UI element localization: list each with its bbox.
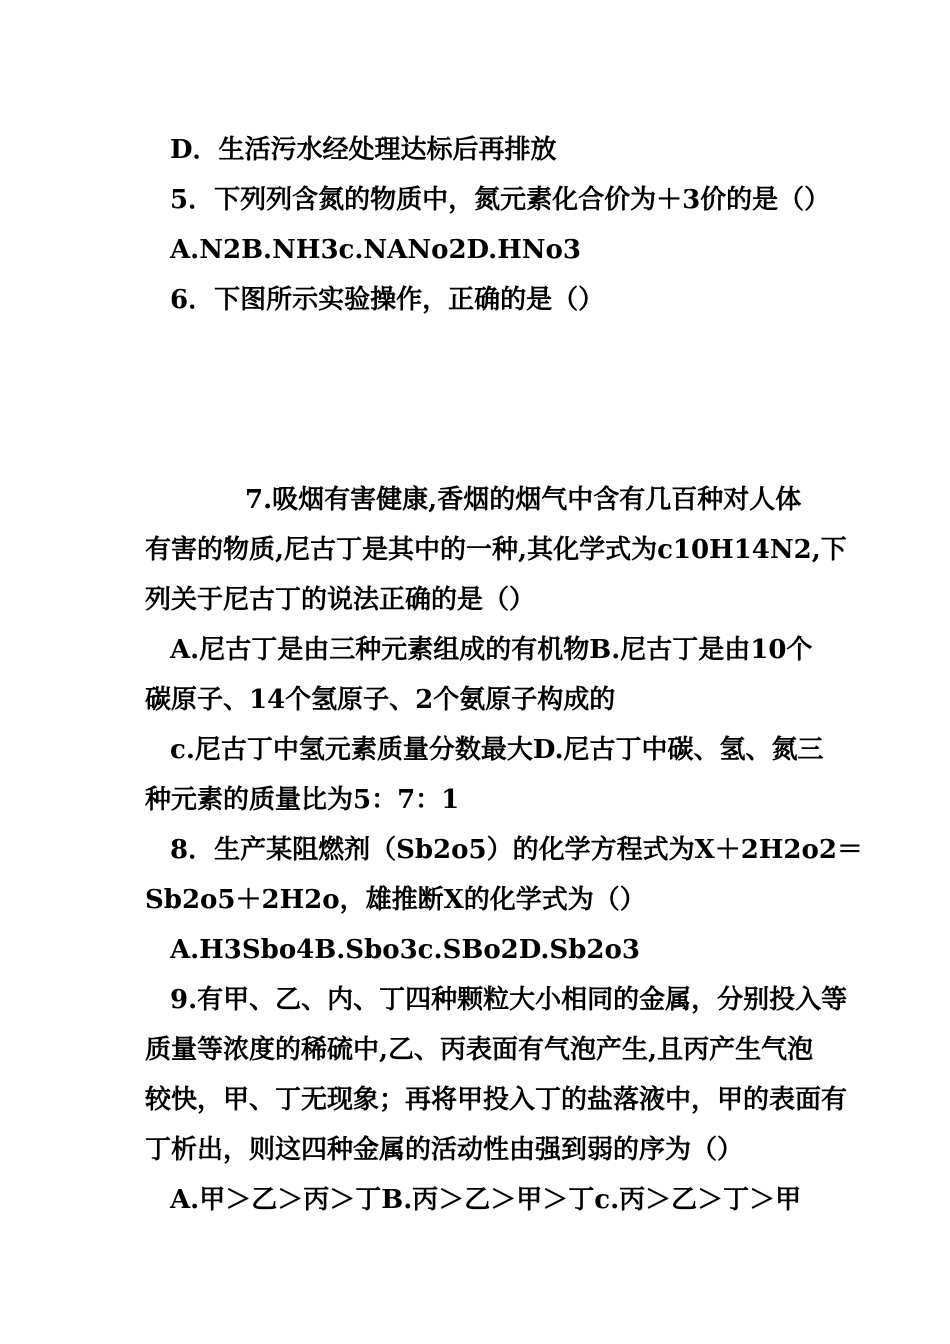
question-8-options: A.H3Sbo4B.Sbo3c.SBo2D.Sb2o3 <box>170 935 640 965</box>
question-6: 6．下图所示实验操作，正确的是（） <box>170 285 605 315</box>
question-7-options-line-4: 种元素的质量比为5：7：1 <box>145 785 460 815</box>
option-d-line: D．生活污水经处理达标后再排放 <box>170 135 557 165</box>
question-7-line-1: 7.吸烟有害健康,香烟的烟气中含有几百种对人体 <box>245 485 802 515</box>
question-7-options-line-2: 碳原子、14个氢原子、2个氨原子构成的 <box>145 685 616 715</box>
question-8-line-1: 8．生产某阻燃剂（Sb2o5）的化学方程式为X＋2H2o2＝ <box>170 835 863 865</box>
question-5-options: A.N2B.NH3c.NANo2D.HNo3 <box>170 235 581 265</box>
question-9-line-1: 9.有甲、乙、内、丁四种颗粒大小相同的金属，分别投入等 <box>170 985 848 1015</box>
question-9-line-4: 丁析出，则这四种金属的活动性由强到弱的序为（） <box>145 1135 744 1165</box>
question-9-options: A.甲＞乙＞丙＞丁B.丙＞乙＞甲＞丁c.丙＞乙＞丁＞甲 <box>170 1185 802 1215</box>
question-9-line-2: 质量等浓度的稀硫中,乙、丙表面有气泡产生,且丙产生气泡 <box>145 1035 814 1065</box>
question-7-options-line-1: A.尼古丁是由三种元素组成的有机物B.尼古丁是由10个 <box>170 635 813 665</box>
question-7-line-3: 列关于尼古丁的说法正确的是（） <box>145 585 536 615</box>
question-8-line-2: Sb2o5＋2H2o，雄推断X的化学式为（） <box>145 885 646 915</box>
question-7-options-line-3: c.尼古丁中氢元素质量分数最大D.尼古丁中碳、氢、氮三 <box>170 735 824 765</box>
question-9-line-3: 较快，甲、丁无现象；再将甲投入丁的盐落液中，甲的表面有 <box>145 1085 848 1115</box>
question-7-line-2: 有害的物质,尼古丁是其中的一种,其化学式为c10H14N2,下 <box>145 535 847 565</box>
question-5: 5．下列列含氮的物质中，氮元素化合价为＋3价的是（） <box>170 185 831 215</box>
